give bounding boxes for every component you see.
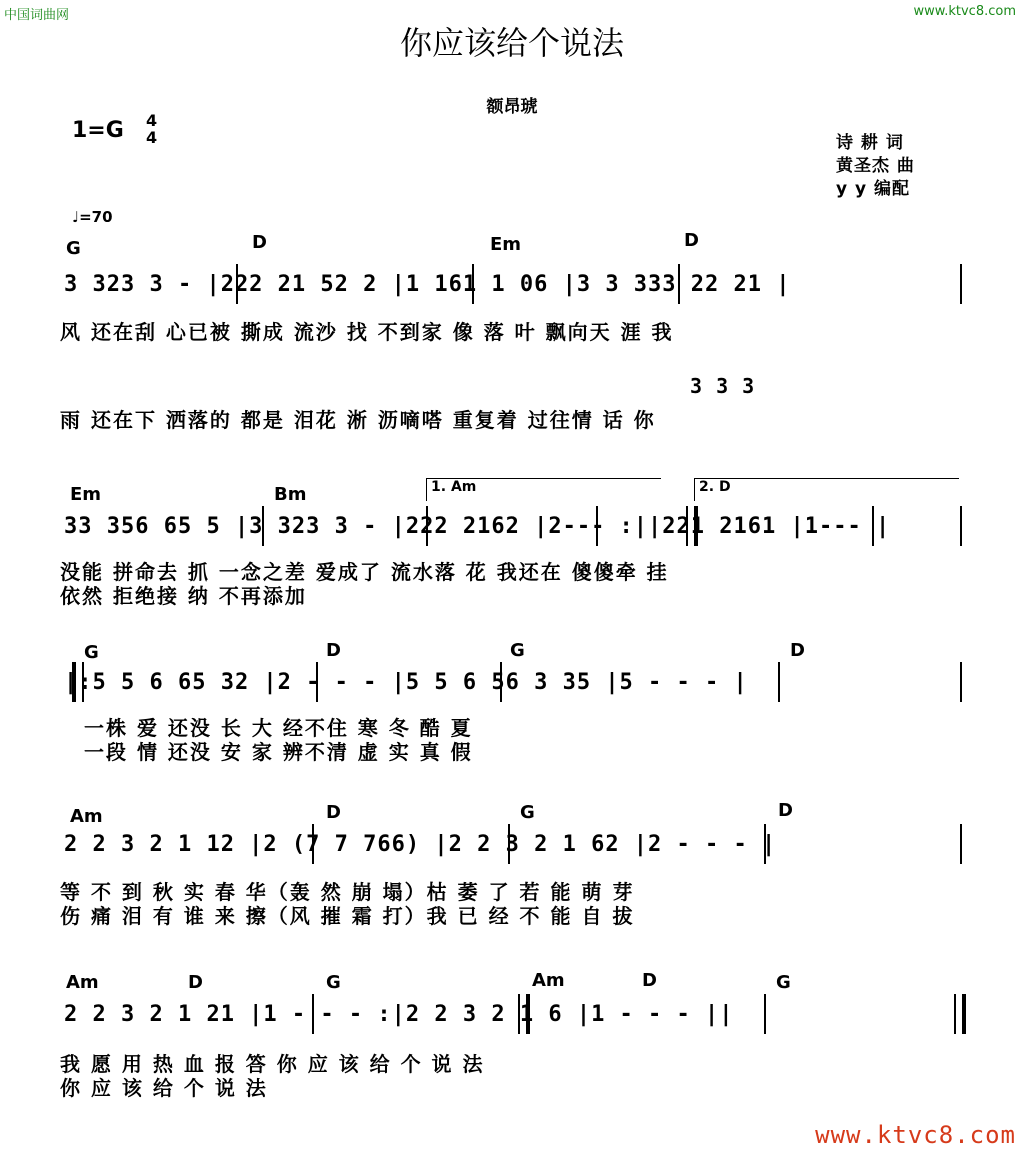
bar-line [960,662,962,702]
notation-line: |:5 5 6 65 32 |2 - - - |5 5 6 56 3 35 |5 - - - | [64,670,748,695]
chord: D [642,970,657,991]
bar-line [960,264,962,304]
chord: Bm [274,484,307,505]
chord: D [778,800,793,821]
final-bar-line [954,994,966,1034]
chord: D [188,972,203,993]
chord: G [776,972,791,993]
lyric-line-1: 风 还在刮 心已被 撕成 流沙 找 不到家 像 落 叶 飘向天 涯 我 [60,320,674,344]
lyric-line-2: 一段 情 还没 安 家 辨不清 虚 实 真 假 [84,740,473,764]
chord: D [790,640,805,661]
bar-line [960,824,962,864]
arranger-credit: y y 编配 [836,179,910,199]
lyric-line-1: 没能 拼命去 抓 一念之差 爱成了 流水落 花 我还在 傻傻牵 挂 [60,560,669,584]
song-title: 你应该给个说法 [399,24,624,62]
singer-name: 额昂琥 [486,97,538,117]
chord: D [718,479,731,495]
credits [836,132,915,201]
chord: D [326,640,341,661]
bar-line [960,506,962,546]
meter-bottom: 4 [146,128,158,147]
meter-top: 4 [146,111,158,130]
site-name-left: 中国词曲网 [4,8,70,23]
lyric-line-2: 雨 还在下 洒落的 都是 泪花 淅 沥嘀嗒 重复着 过往情 话 你 [60,408,656,432]
lyricist-credit: 诗 耕 词 [836,133,904,153]
lyric-line-2: 伤 痛 泪 有 谁 来 擦（风 摧 霜 打）我 已 经 不 能 自 拔 [60,904,635,928]
notation-line: 2 2 3 2 1 21 |1 - - - :|2 2 3 2 1 6 |1 - - - || [64,1002,734,1027]
chord: Em [490,234,522,255]
volta-label: 2. [699,479,715,495]
chord: D [684,230,699,251]
score-system-2 [0,476,1024,606]
site-url-top[interactable]: www.ktvc8.com [913,4,1016,19]
notation-line: 2 2 3 2 1 12 |2 (7 7 766) |2 2 3 2 1 62 |2 - - - | [64,832,777,857]
lyric-line-2: 你 应 该 给 个 说 法 [60,1076,268,1100]
tempo-marking: ♩=70 [72,208,113,226]
volta-first-ending [426,478,661,501]
chord: D [252,232,267,253]
chord: Am [66,972,99,993]
site-url-bottom[interactable]: www.ktvc8.com [815,1121,1016,1149]
bar-line [764,994,766,1034]
key-signature: 1=G [72,118,124,143]
lyric-line-1: 一株 爱 还没 长 大 经不住 寒 冬 酷 夏 [84,716,473,740]
composer-credit: 黄圣杰 曲 [836,156,915,176]
bar-line [778,662,780,702]
lyric-line-1: 我 愿 用 热 血 报 答 你 应 该 给 个 说 法 [60,1052,485,1076]
volta-second-ending [694,478,959,501]
score-system-4 [0,800,1024,928]
chord: G [510,640,525,661]
chord: Em [70,484,102,505]
chord: Am [450,479,477,495]
score-system-5 [0,970,1024,1100]
lyric-line-1: 等 不 到 秋 实 春 华（轰 然 崩 塌）枯 萎 了 若 能 萌 芽 [60,880,635,904]
chord: G [84,642,99,663]
chord: G [520,802,535,823]
lyric-line-2: 依然 拒绝接 纳 不再添加 [60,584,307,608]
chord: D [326,802,341,823]
notation-line: 33 356 65 5 |3 323 3 - |222 2162 |2--- :||221 2161 |1--- | [64,514,891,539]
volta-label: 1. [431,479,447,495]
score-system-3 [0,640,1024,764]
time-signature [146,112,157,146]
chord: G [326,972,341,993]
notation-overlay: 3 3 3 [690,374,756,398]
notation-line: 3 323 3 - |222 21 52 2 |1 161 1 06 |3 3 333 22 21 | [64,272,791,297]
score-system-1 [0,228,1024,432]
chord: Am [532,970,565,991]
chord: G [66,238,81,259]
chord: Am [70,806,103,827]
